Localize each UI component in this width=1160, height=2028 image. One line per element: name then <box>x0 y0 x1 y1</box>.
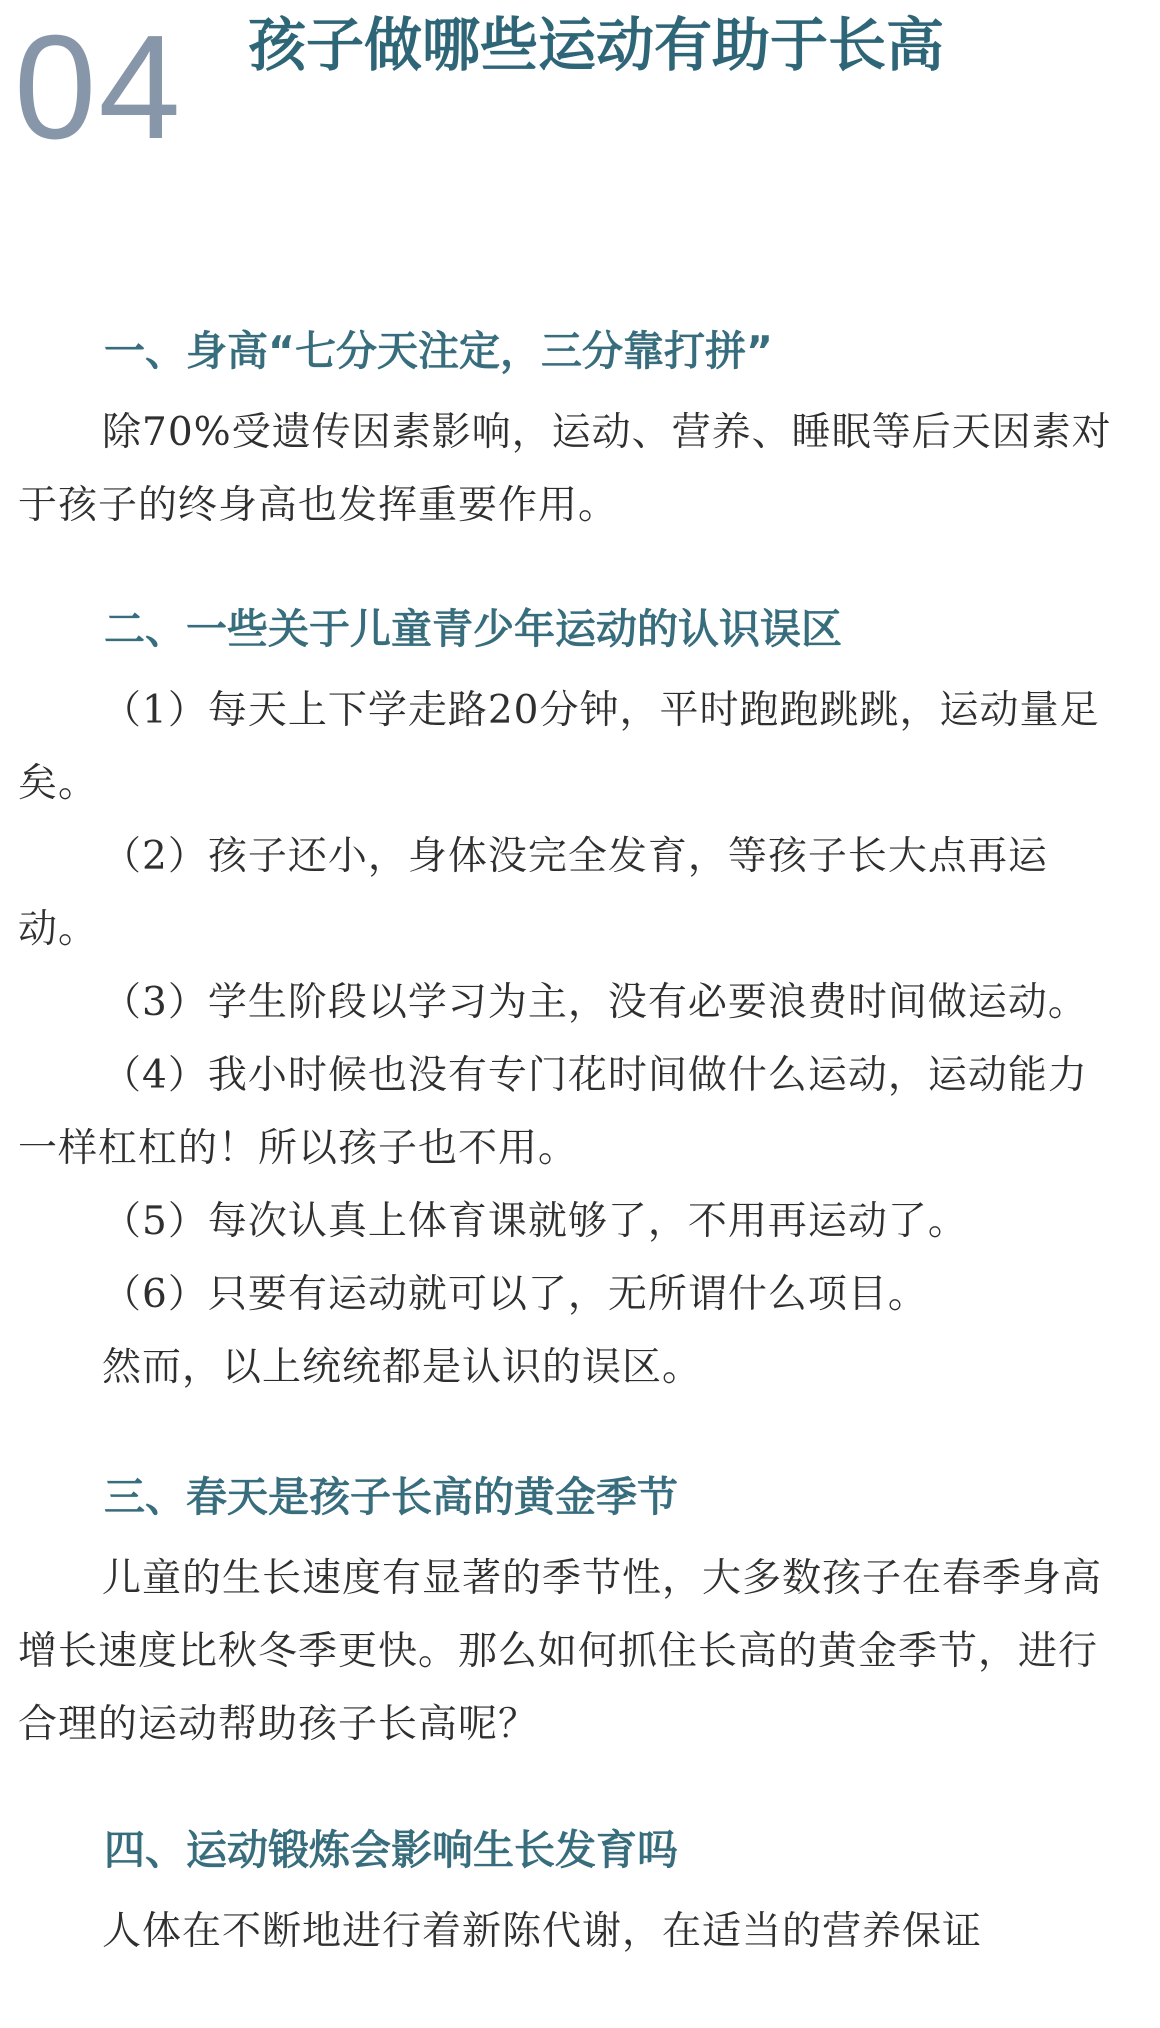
conclusion-paragraph: 然而，以上统统都是认识的误区。 <box>102 1345 703 1390</box>
section-spring-growth <box>18 1468 1118 1761</box>
section-height-genetics <box>18 322 1118 542</box>
section-gap <box>18 1761 1118 1821</box>
list-item: （1）每天上下学走路20分钟，平时跑跑跳跳，运动量足矣。 <box>18 688 1100 806</box>
list-item: （3）学生阶段以学习为主，没有必要浪费时间做运动。 <box>102 980 1088 1025</box>
list-item: （6）只要有运动就可以了，无所谓什么项目。 <box>102 1272 928 1317</box>
section-heading: 二、一些关于儿童青少年运动的认识误区 <box>104 605 842 653</box>
paragraph: 除70%受遗传因素影响，运动、营养、睡眠等后天因素对于孩子的终身高也发挥重要作用。 <box>18 410 1112 528</box>
article-body <box>18 322 1118 1968</box>
paragraph: 儿童的生长速度有显著的季节性，大多数孩子在春季身高增长速度比秋冬季更快。那么如何抓住长高的黄金季节，进行合理的运动帮助孩子长高呢？ <box>18 1556 1103 1747</box>
chapter-number: 04 <box>14 5 183 170</box>
section-misconceptions <box>18 600 1118 1404</box>
list-item: （5）每次认真上体育课就够了，不用再运动了。 <box>102 1199 968 1244</box>
section-gap <box>18 542 1118 600</box>
section-heading: 四、运动锻炼会影响生长发育吗 <box>104 1826 678 1874</box>
chapter-title: 孩子做哪些运动有助于长高 <box>248 11 945 79</box>
section-heading: 一、身高“七分天注定，三分靠打拼” <box>104 327 773 375</box>
section-heading: 三、春天是孩子长高的黄金季节 <box>104 1473 678 1521</box>
paragraph: 人体在不断地进行着新陈代谢，在适当的营养保证 <box>102 1909 983 1954</box>
section-exercise-development <box>18 1821 1118 1968</box>
list-item: （4）我小时候也没有专门花时间做什么运动，运动能力一样杠杠的！所以孩子也不用。 <box>18 1053 1088 1171</box>
list-item: （2）孩子还小，身体没完全发育，等孩子长大点再运动。 <box>18 834 1048 952</box>
section-gap <box>18 1404 1118 1468</box>
